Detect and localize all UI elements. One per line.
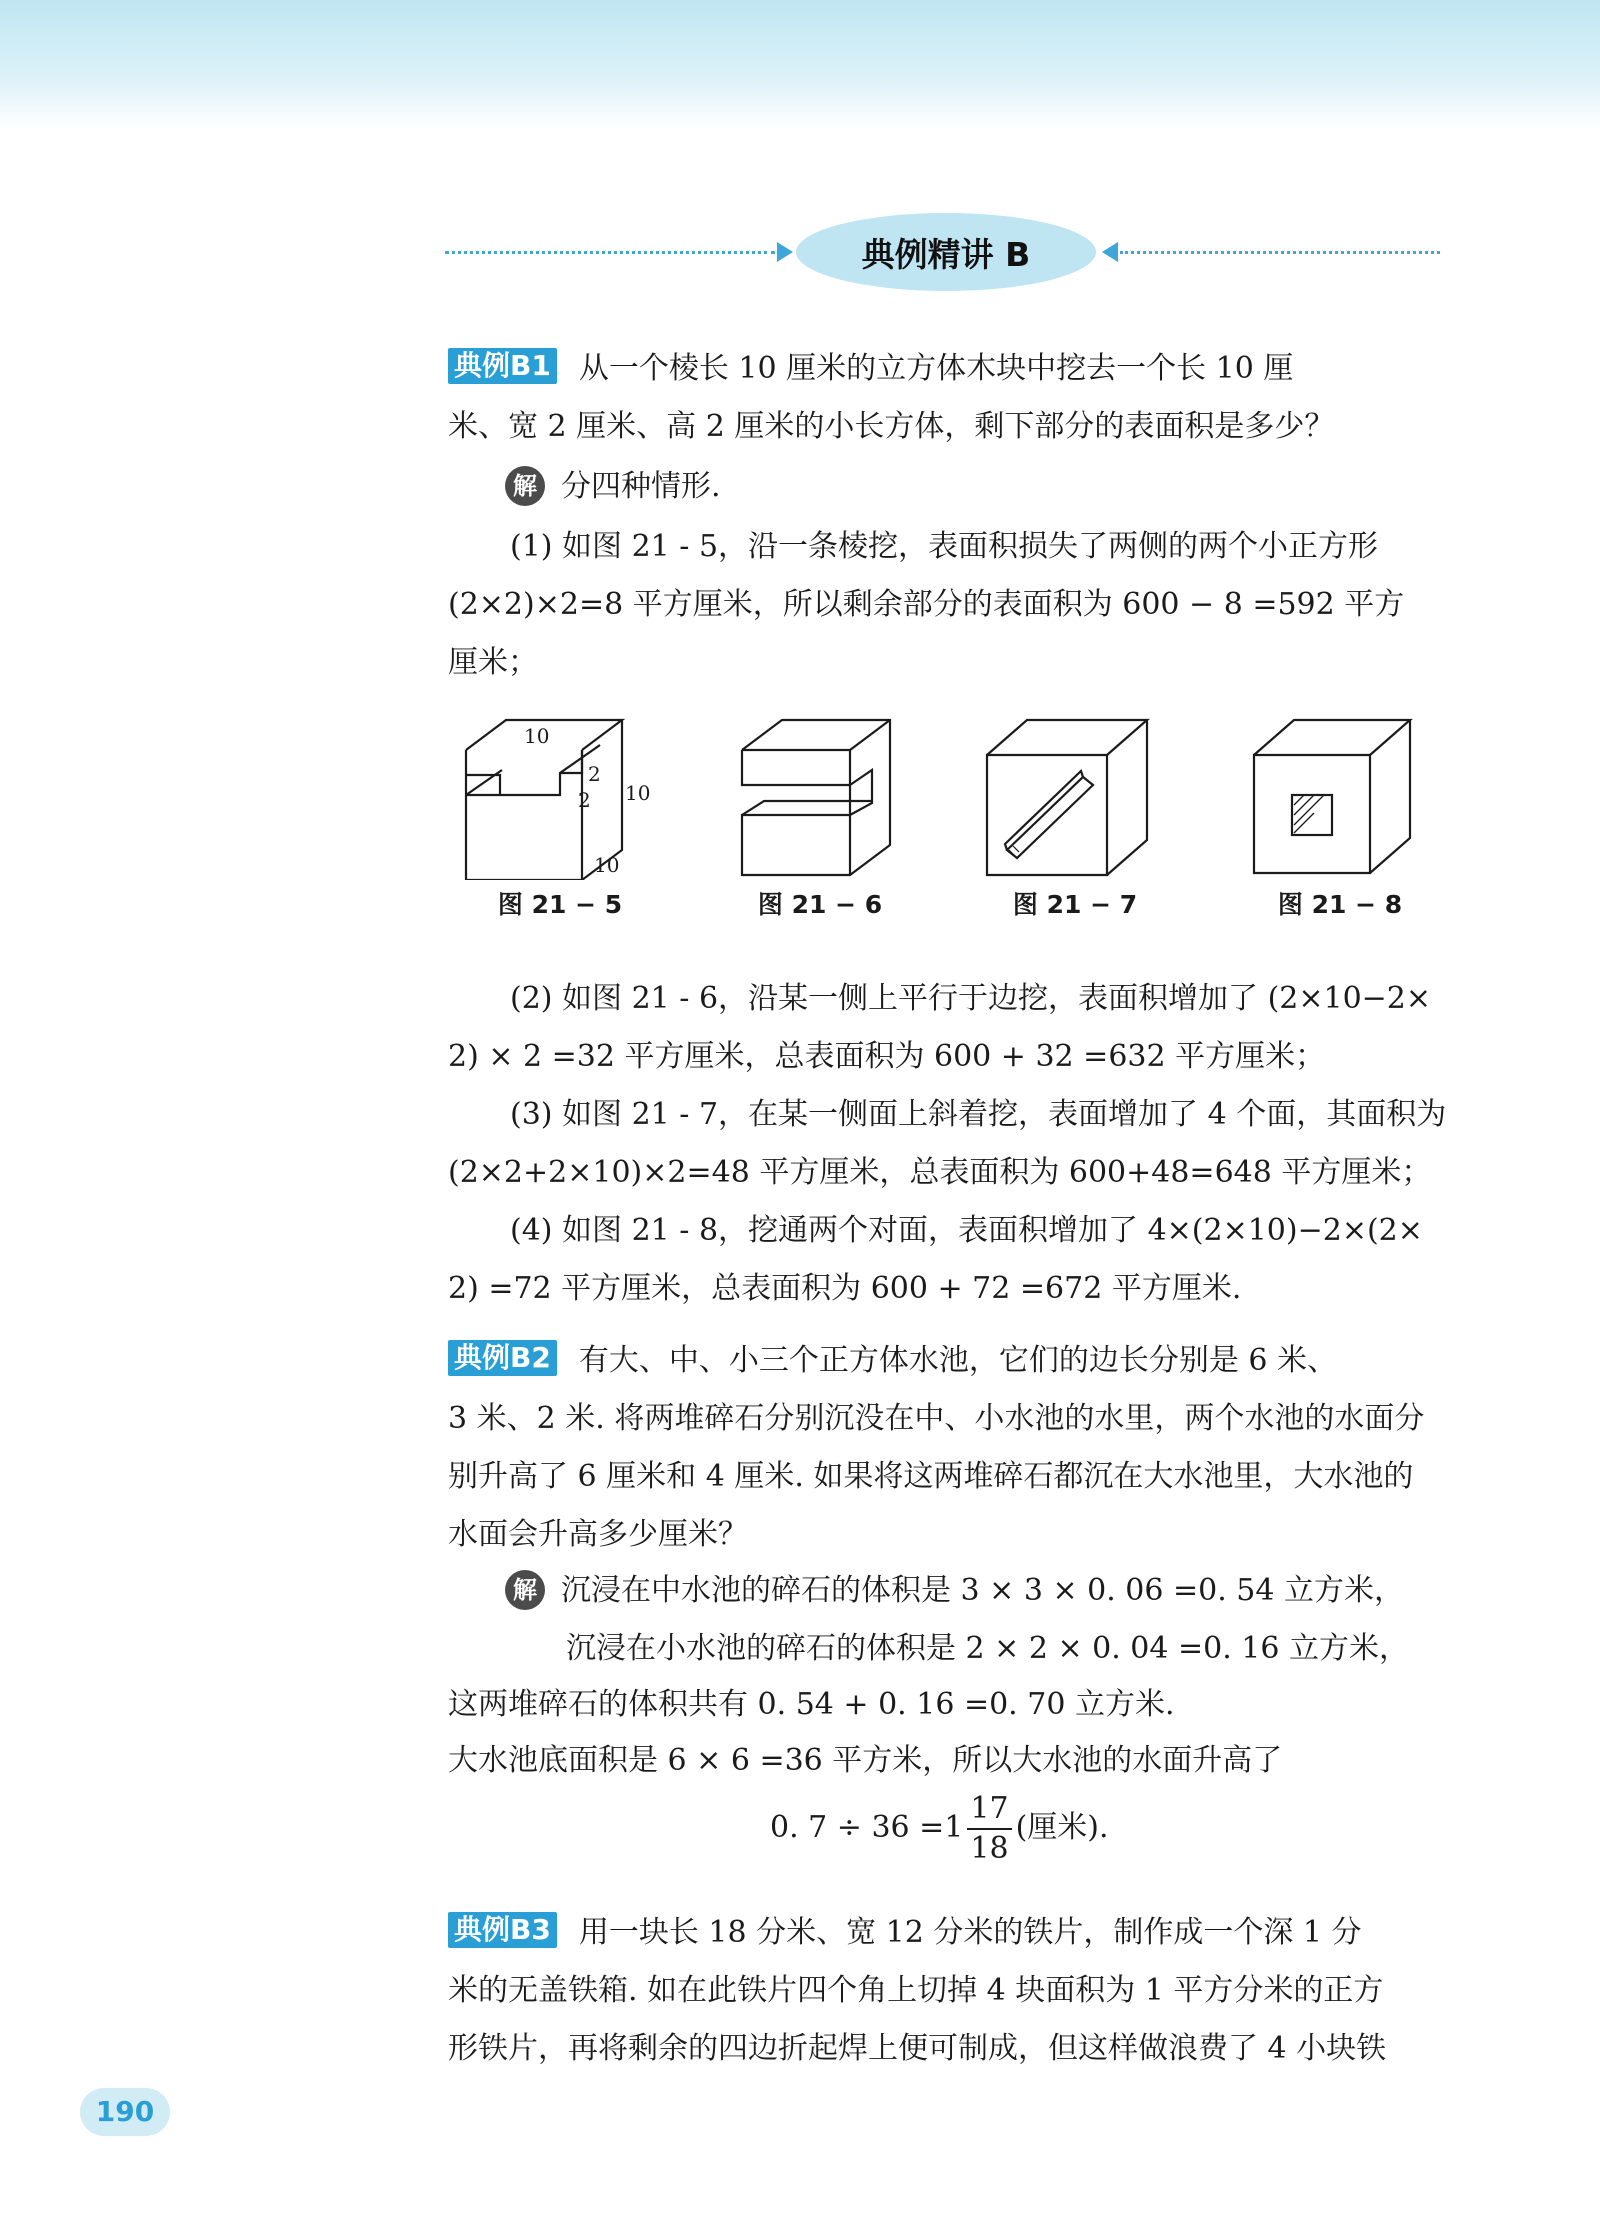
header-dotted-line-right: [1120, 251, 1440, 254]
example-b3-line3: 形铁片，再将剩余的四边折起焊上便可制成，但这样做浪费了 4 小块铁: [448, 2031, 1387, 2066]
top-decorative-band: [0, 0, 1600, 130]
case1-line1: (1) 如图 21 - 5，沿一条棱挖，表面积损失了两侧的两个小正方形: [510, 529, 1379, 564]
case4-line2: 2) =72 平方厘米，总表面积为 600 + 72 =672 平方厘米.: [448, 1271, 1242, 1306]
section-header: [440, 205, 1450, 295]
figure-label-bottom: 10: [594, 853, 620, 877]
example-b2-line3: 别升高了 6 厘米和 4 厘米. 如果将这两堆碎石都沉在大水池里，大水池的: [448, 1459, 1414, 1494]
figure-caption-21-6: 图 21 − 6: [757, 890, 883, 919]
solution-icon: 解: [505, 466, 545, 506]
b2-solution-line2: 沉浸在小水池的碎石的体积是 2 × 2 × 0. 04 =0. 16 立方米，: [566, 1631, 1410, 1666]
figure-label-2a: 2: [588, 762, 601, 786]
case3-line1: (3) 如图 21 - 7，在某一侧面上斜着挖，表面增加了 4 个面，其面积为: [510, 1097, 1447, 1132]
formula-unit: (厘米).: [1015, 1810, 1109, 1845]
figure-label-2b: 2: [578, 788, 591, 812]
figure-caption-21-5: 图 21 − 5: [497, 890, 623, 919]
page-number: 190: [80, 2088, 170, 2136]
figure-label-top: 10: [524, 724, 550, 748]
fraction-denominator: 18: [970, 1831, 1009, 1866]
example-b1-line1: 典例B1 从一个棱长 10 厘米的立方体木块中挖去一个长 10 厘: [448, 340, 1458, 398]
solution-icon: 解: [505, 1570, 545, 1610]
example-b3-line1: 典例B3 用一块长 18 分米、宽 12 分米的铁片，制作成一个深 1 分: [448, 1904, 1458, 1962]
arrow-right-icon: [777, 242, 793, 262]
case3-line2: (2×2+2×10)×2=48 平方厘米，总表面积为 600+48=648 平方厘米；: [448, 1155, 1432, 1190]
header-dotted-line-left: [445, 251, 775, 254]
example-b2-line2: 3 米、2 米. 将两堆碎石分别沉没在中、小水池的水里，两个水池的水面分: [448, 1401, 1425, 1436]
case1-line2: (2×2)×2=8 平方厘米，所以剩余部分的表面积为 600 − 8 =592 平方: [448, 587, 1405, 622]
example-b1-line2: 米、宽 2 厘米、高 2 厘米的小长方体，剩下部分的表面积是多少？: [448, 409, 1335, 444]
fraction-numerator: 17: [967, 1790, 1011, 1830]
b2-solution-line4: 大水池底面积是 6 × 6 =36 平方米，所以大水池的水面升高了: [448, 1743, 1283, 1778]
figure-21-7: [985, 715, 1155, 880]
formula-fraction: [967, 1790, 1011, 1868]
example-badge: 典例B3: [448, 1912, 557, 1948]
example-b2-line1: 典例B2 有大、中、小三个正方体水池，它们的边长分别是 6 米、: [448, 1332, 1458, 1390]
figure-caption-21-8: 图 21 − 8: [1277, 890, 1403, 919]
section-title: 典例精讲 B: [796, 213, 1096, 291]
example-badge: 典例B1: [448, 348, 557, 384]
case1-line3: 厘米；: [448, 645, 538, 680]
formula-line: [770, 1790, 1109, 1868]
formula-left: 0. 7 ÷ 36 =1: [770, 1810, 964, 1845]
case4-line1: (4) 如图 21 - 8，挖通两个对面，表面积增加了 4×(2×10)−2×(2×: [510, 1213, 1423, 1248]
example-b2-line4: 水面会升高多少厘米？: [448, 1517, 748, 1552]
figure-21-5: [460, 715, 680, 880]
figure-21-8: [1252, 715, 1432, 880]
figure-21-6: [740, 715, 900, 880]
b2-solution-line1: 解 沉浸在中水池的碎石的体积是 3 × 3 × 0. 06 =0. 54 立方米，: [505, 1562, 1515, 1620]
figure-label-side: 10: [625, 781, 651, 805]
example-badge: 典例B2: [448, 1340, 557, 1376]
arrow-left-icon: [1102, 242, 1118, 262]
case2-line1: (2) 如图 21 - 6，沿某一侧上平行于边挖，表面积增加了 (2×10−2×: [510, 981, 1432, 1016]
example-b3-line2: 米的无盖铁箱. 如在此铁片四个角上切掉 4 块面积为 1 平方分米的正方: [448, 1973, 1384, 2008]
solution-intro: 解 分四种情形.: [505, 458, 1515, 516]
b2-solution-line3: 这两堆碎石的体积共有 0. 54 + 0. 16 =0. 70 立方米.: [448, 1687, 1175, 1722]
figure-caption-21-7: 图 21 − 7: [1012, 890, 1138, 919]
case2-line2: 2) × 2 =32 平方厘米，总表面积为 600 + 32 =632 平方厘米；: [448, 1039, 1326, 1074]
